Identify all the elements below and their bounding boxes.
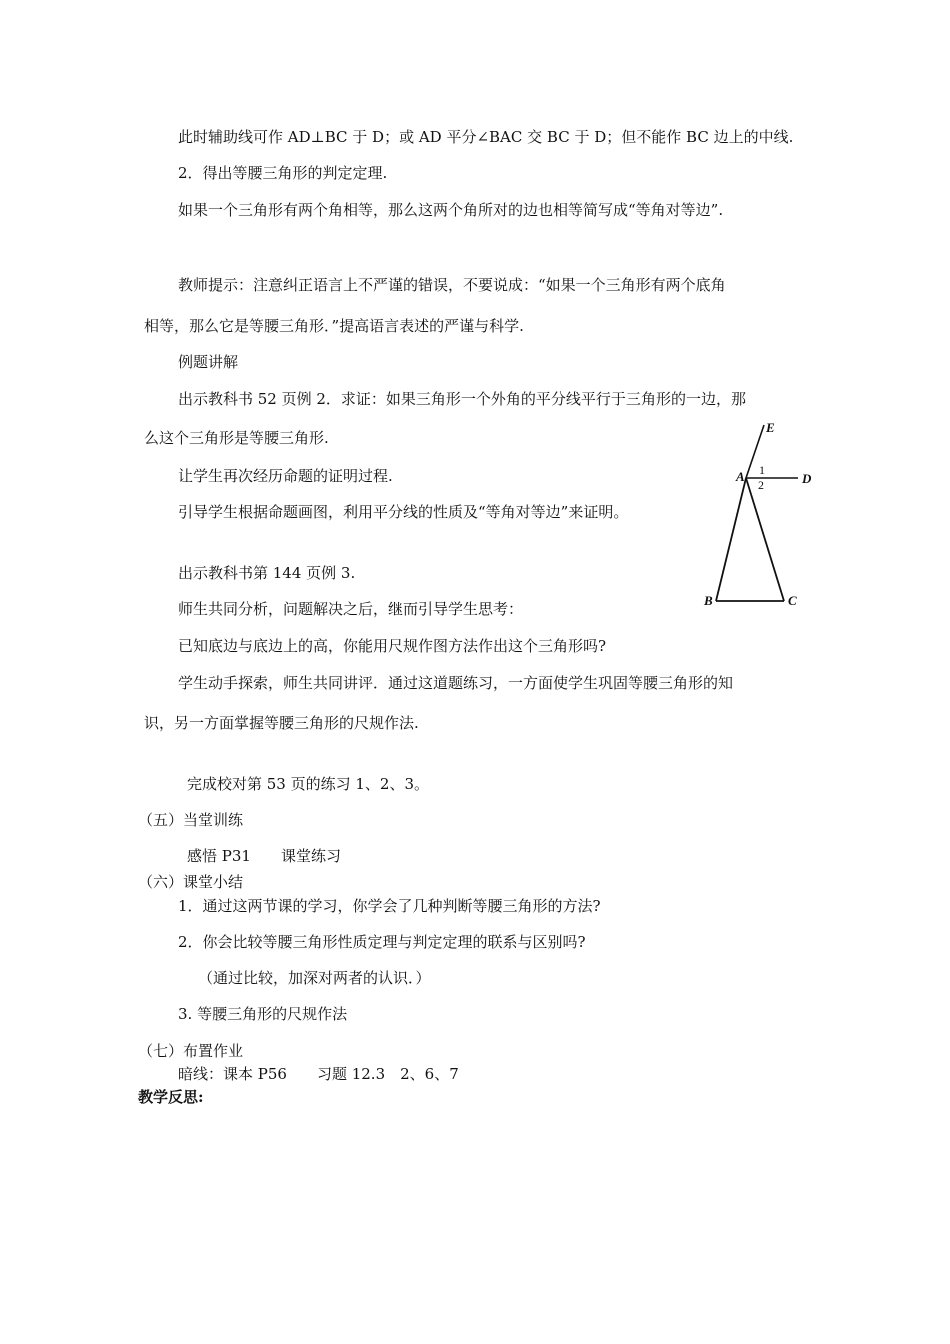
label-A: A [736,469,745,484]
text-line: 此时辅助线可作 AD⊥BC 于 D；或 AD 平分∠BAC 交 BC 于 D；但不能作 BC 边上的中线. [178,128,794,146]
text-line: 教师提示：注意纠正语言上不严谨的错误，不要说成：“如果一个三角形有两个底角 [178,276,726,294]
text-line: 感悟 P31 课堂练习 [187,847,341,865]
text-line: 如果一个三角形有两个角相等，那么这两个角所对的边也相等简写成“等角对等边”. [178,201,724,219]
text-line: 1．通过这两节课的学习，你学会了几种判断等腰三角形的方法? [178,897,601,915]
text-line: 出示教科书 52 页例 2．求证：如果三角形一个外角的平分线平行于三角形的一边，那 [178,390,746,408]
label-C: C [788,593,797,608]
section-heading: 例题讲解 [178,353,239,371]
text-line: 学生动手探索，师生共同讲评．通过这道题练习，一方面使学生巩固等腰三角形的知 [178,674,734,692]
text-line: 引导学生根据命题画图，利用平分线的性质及“等角对等边”来证明。 [178,503,629,521]
text-line: 完成校对第 53 页的练习 1、2、3。 [187,775,430,793]
text-line: 2．得出等腰三角形的判定定理. [178,164,388,182]
text-line: （通过比较，加深对两者的认识．） [198,969,431,987]
section-heading: （七）布置作业 [138,1042,244,1060]
label-E: E [766,420,775,435]
text-line: 已知底边与底边上的高，你能用尺规作图方法作出这个三角形吗? [178,637,607,655]
side-AC [746,478,784,601]
label-D: D [802,471,812,486]
text-line: 么这个三角形是等腰三角形. [144,429,329,447]
text-line: 相等，那么它是等腰三角形．”提高语言表述的严谨与科学. [144,317,524,335]
label-B: B [704,593,713,608]
text-line: 3. 等腰三角形的尺规作法 [178,1005,348,1023]
text-line: 暗线：课本 P56 习题 12.3 2、6、7 [178,1065,459,1083]
reflection-heading: 教学反思: [138,1088,204,1106]
side-AB [716,478,746,601]
section-heading: （六）课堂小结 [138,873,244,891]
text-line: 让学生再次经历命题的证明过程. [178,467,393,485]
section-heading: （五）当堂训练 [138,811,244,829]
text-line: 2．你会比较等腰三角形性质定理与判定定理的联系与区别吗? [178,933,586,951]
text-line: 师生共同分析，问题解决之后，继而引导学生思考： [178,600,524,618]
angle-1-label: 1 [759,463,765,477]
angle-2-label: 2 [758,478,764,492]
text-line: 识，另一方面掌握等腰三角形的尺规作法. [144,714,419,732]
triangle-figure [690,415,830,620]
text-line: 出示教科书第 144 页例 3. [178,564,356,582]
